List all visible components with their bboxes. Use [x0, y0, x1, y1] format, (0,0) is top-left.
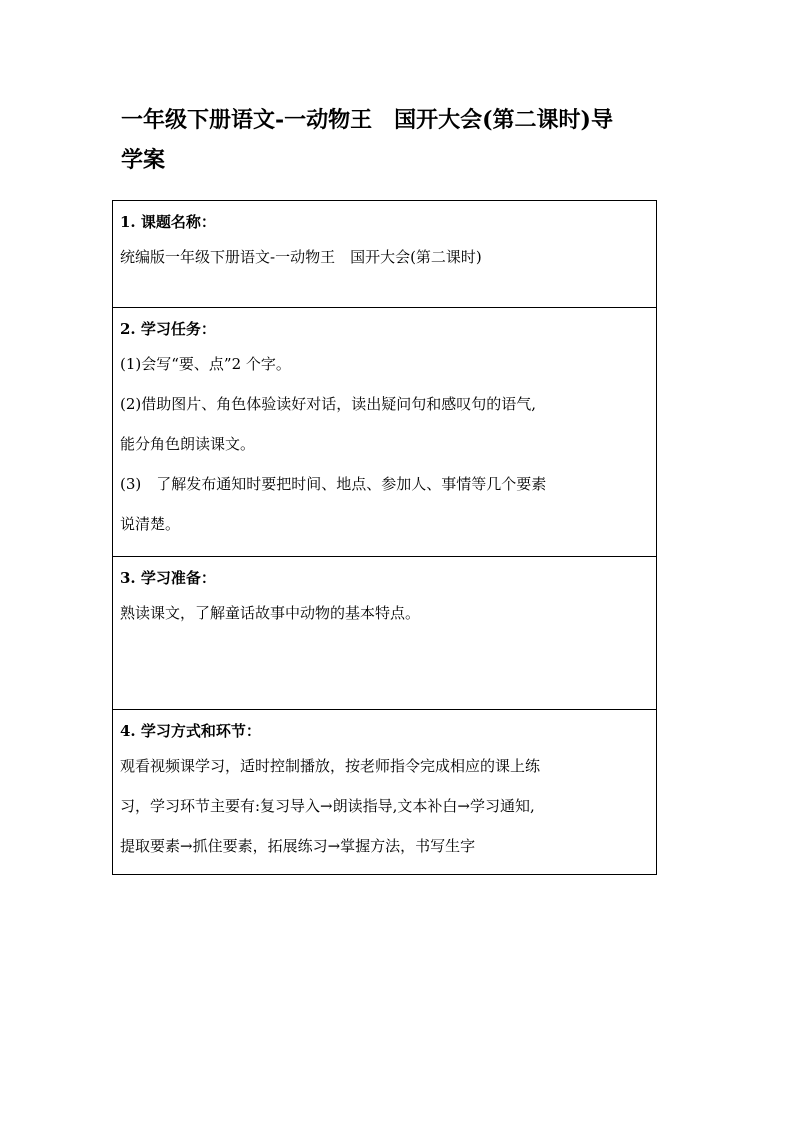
section-methods-cell	[113, 710, 657, 875]
page-title-line-2: 学案	[121, 147, 166, 173]
section-tasks	[113, 308, 657, 557]
section-line: (3) 了解发布通知时要把时间、地点、参加人、事情等几个要素	[120, 475, 547, 493]
section-line: (2)借助图片、角色体验读好对话，读出疑问句和感叹句的语气,	[120, 395, 537, 413]
section-heading: 1. 课题名称：	[120, 213, 216, 231]
section-line: (1)会写“要、点”2 个字。	[120, 355, 291, 373]
section-line: 习，学习环节主要有:复习导入→朗读指导,文本补白→学习通知,	[120, 797, 535, 815]
page-title-line-1: 一年级下册语文-一动物王 国开大会(第二课时)导	[121, 107, 613, 133]
section-methods	[113, 710, 657, 875]
section-tasks-cell	[113, 308, 657, 557]
section-line: 说清楚。	[120, 515, 181, 533]
section-preparation-cell	[113, 557, 657, 710]
section-line: 提取要素→抓住要素，拓展练习→掌握方法，书写生字	[120, 837, 476, 855]
section-topic-cell	[113, 201, 657, 308]
section-line: 观看视频课学习，适时控制播放，按老师指令完成相应的课上练	[120, 757, 541, 775]
section-line: 能分角色朗读课文。	[120, 435, 256, 453]
section-line: 统编版一年级下册语文-一动物王 国开大会(第二课时)	[120, 248, 482, 266]
section-topic	[113, 201, 657, 308]
page-title	[121, 100, 681, 180]
section-heading: 4. 学习方式和环节：	[120, 722, 261, 740]
section-heading: 2. 学习任务：	[120, 320, 216, 338]
study-guide-table	[112, 200, 657, 875]
section-line: 熟读课文，了解童话故事中动物的基本特点。	[120, 604, 421, 622]
section-preparation	[113, 557, 657, 710]
section-heading: 3. 学习准备：	[120, 569, 216, 587]
